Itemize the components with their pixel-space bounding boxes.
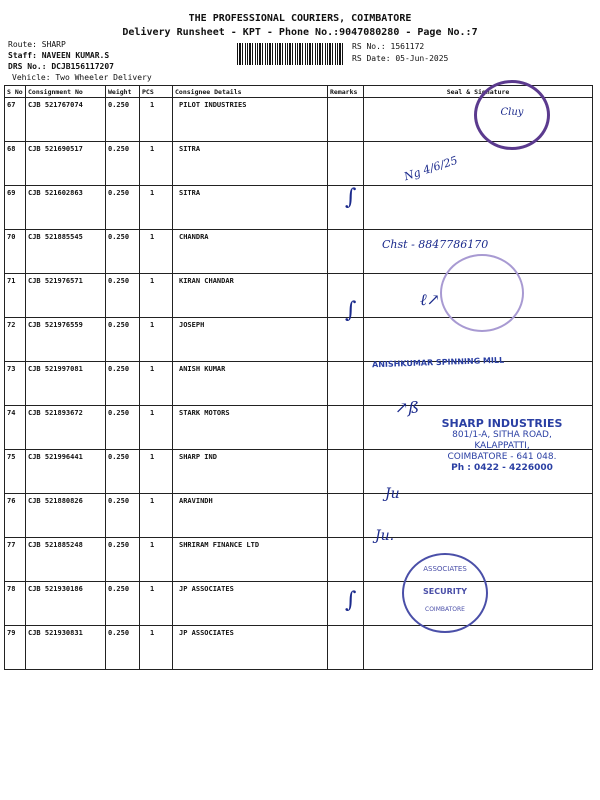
jp-stamp-top: ASSOCIATES	[423, 565, 467, 573]
sno-cell: 77	[5, 538, 26, 582]
remarks-cell	[328, 142, 364, 186]
rs-date: RS Date: 05-Jun-2025	[352, 54, 449, 63]
pcs-cell: 1	[140, 318, 173, 362]
consignee-cell: SITRA	[173, 142, 328, 186]
sharp-stamp-line3: COIMBATORE - 641 048.	[447, 452, 557, 462]
sno-cell: 67	[5, 98, 26, 142]
pcs-cell: 1	[140, 186, 173, 230]
weight-cell: 0.250	[106, 450, 140, 494]
table-row	[5, 494, 593, 538]
weight-cell: 0.250	[106, 142, 140, 186]
col-consignment: Consignment No	[26, 86, 106, 98]
pcs-cell: 1	[140, 230, 173, 274]
sharp-stamp-name: SHARP INDUSTRIES	[441, 417, 563, 430]
pcs-cell: 1	[140, 494, 173, 538]
sno-cell: 71	[5, 274, 26, 318]
consignee-cell: SHARP IND	[173, 450, 328, 494]
weight-cell: 0.250	[106, 98, 140, 142]
weight-cell: 0.250	[106, 538, 140, 582]
seal-cell	[364, 142, 593, 186]
row69-remark-mark: ∫	[345, 185, 357, 210]
row79-remark-mark: ∫	[345, 588, 357, 613]
consignee-cell: JP ASSOCIATES	[173, 626, 328, 670]
row72-remark-mark: ∫	[345, 298, 357, 323]
remarks-cell	[328, 362, 364, 406]
pcs-cell: 1	[140, 98, 173, 142]
consignment-cell: CJB 521602863	[26, 186, 106, 230]
sharp-stamp-line1: 801/1-A, SITHA ROAD,	[452, 430, 552, 440]
remarks-cell	[328, 538, 364, 582]
company-title: THE PROFESSIONAL COURIERS, COIMBATORE	[188, 13, 412, 24]
col-consignee: Consignee Details	[173, 86, 328, 98]
sno-cell: 70	[5, 230, 26, 274]
col-weight: Weight	[106, 86, 140, 98]
jp-stamp-middle: SECURITY	[423, 587, 467, 596]
consignment-cell: CJB 521997081	[26, 362, 106, 406]
consignee-cell: ANISH KUMAR	[173, 362, 328, 406]
remarks-cell	[328, 98, 364, 142]
pcs-cell: 1	[140, 142, 173, 186]
table-row	[5, 362, 593, 406]
consignment-cell: CJB 521976571	[26, 274, 106, 318]
remarks-cell	[328, 626, 364, 670]
consignment-cell: CJB 521893672	[26, 406, 106, 450]
sno-cell: 73	[5, 362, 26, 406]
consignee-cell: JOSEPH	[173, 318, 328, 362]
row74-signature-icon: ↗ß	[395, 398, 420, 417]
weight-cell: 0.250	[106, 318, 140, 362]
pcs-cell: 1	[140, 626, 173, 670]
weight-cell: 0.250	[106, 186, 140, 230]
pcs-cell: 1	[140, 450, 173, 494]
sno-cell: 72	[5, 318, 26, 362]
remarks-cell	[328, 494, 364, 538]
sno-cell: 79	[5, 626, 26, 670]
remarks-cell	[328, 318, 364, 362]
consignment-cell: CJB 521930186	[26, 582, 106, 626]
consignment-cell: CJB 521976559	[26, 318, 106, 362]
sharp-stamp-line2: KALAPPATTI,	[474, 441, 530, 451]
sno-cell: 75	[5, 450, 26, 494]
weight-cell: 0.250	[106, 230, 140, 274]
pcs-cell: 1	[140, 362, 173, 406]
sno-cell: 69	[5, 186, 26, 230]
vehicle-label: Vehicle: Two Wheeler Delivery	[12, 73, 152, 82]
consignment-cell: CJB 521885545	[26, 230, 106, 274]
consignee-cell: PILOT INDUSTRIES	[173, 98, 328, 142]
col-remarks: Remarks	[328, 86, 364, 98]
consignment-cell: CJB 521880826	[26, 494, 106, 538]
consignment-cell: CJB 521996441	[26, 450, 106, 494]
sharp-company-stamp	[428, 417, 576, 474]
staff-label: Staff: NAVEEN KUMAR.S	[8, 51, 110, 60]
round-seal-stamp: Cluy	[474, 80, 550, 150]
runsheet-title: Delivery Runsheet - KPT - Phone No.:9047080280 - Page No.:7	[122, 27, 478, 38]
consignee-cell: SHRIRAM FINANCE LTD	[173, 538, 328, 582]
weight-cell: 0.250	[106, 582, 140, 626]
col-pcs: PCS	[140, 86, 173, 98]
seal-cell	[364, 626, 593, 670]
pcs-cell: 1	[140, 582, 173, 626]
row76-signature-icon: Ju	[385, 486, 400, 502]
weight-cell: 0.250	[106, 274, 140, 318]
consignee-cell: SITRA	[173, 186, 328, 230]
consignee-cell: KIRAN CHANDAR	[173, 274, 328, 318]
remarks-cell	[328, 230, 364, 274]
sno-cell: 76	[5, 494, 26, 538]
row77-signature-icon: Ju.	[375, 528, 395, 544]
weight-cell: 0.250	[106, 494, 140, 538]
table-row	[5, 626, 593, 670]
consignment-cell: CJB 521767074	[26, 98, 106, 142]
row70-signature: Chst - 8847786170	[382, 238, 489, 251]
remarks-cell	[328, 406, 364, 450]
row72-signature-icon: ℓ↗	[420, 290, 441, 309]
row69-handwritten-note: Ng 4/6/25	[402, 153, 460, 184]
sharp-stamp-phone: Ph : 0422 - 4226000	[451, 463, 553, 473]
col-seal: Seal & Signature	[364, 86, 593, 98]
consignment-cell: CJB 521690517	[26, 142, 106, 186]
weight-cell: 0.250	[106, 362, 140, 406]
consignment-cell: CJB 521930831	[26, 626, 106, 670]
consignee-cell: CHANDRA	[173, 230, 328, 274]
table-row	[5, 186, 593, 230]
consignee-cell: JP ASSOCIATES	[173, 582, 328, 626]
consignment-cell: CJB 521885248	[26, 538, 106, 582]
seal-cell	[364, 186, 593, 230]
anish-company-stamp: ANISHKUMAR SPINNING MILL	[371, 355, 505, 370]
light-round-stamp	[440, 254, 524, 332]
delivery-table	[4, 85, 593, 670]
barcode-image	[237, 43, 345, 65]
pcs-cell: 1	[140, 274, 173, 318]
remarks-cell	[328, 450, 364, 494]
consignee-cell: ARAVINDH	[173, 494, 328, 538]
table-row	[5, 538, 593, 582]
jp-associates-stamp	[402, 553, 488, 633]
route-label: Route: SHARP	[8, 40, 66, 49]
jp-stamp-bottom: COIMBATORE	[425, 606, 465, 613]
sno-cell: 74	[5, 406, 26, 450]
pcs-cell: 1	[140, 406, 173, 450]
col-sno: S No	[5, 86, 26, 98]
weight-cell: 0.250	[106, 626, 140, 670]
pcs-cell: 1	[140, 538, 173, 582]
rs-number: RS No.: 1561172	[352, 42, 425, 51]
weight-cell: 0.250	[106, 406, 140, 450]
drs-number: DRS No.: DCJB156117207	[8, 62, 114, 71]
sno-cell: 78	[5, 582, 26, 626]
consignee-cell: STARK MOTORS	[173, 406, 328, 450]
table-row	[5, 582, 593, 626]
sno-cell: 68	[5, 142, 26, 186]
